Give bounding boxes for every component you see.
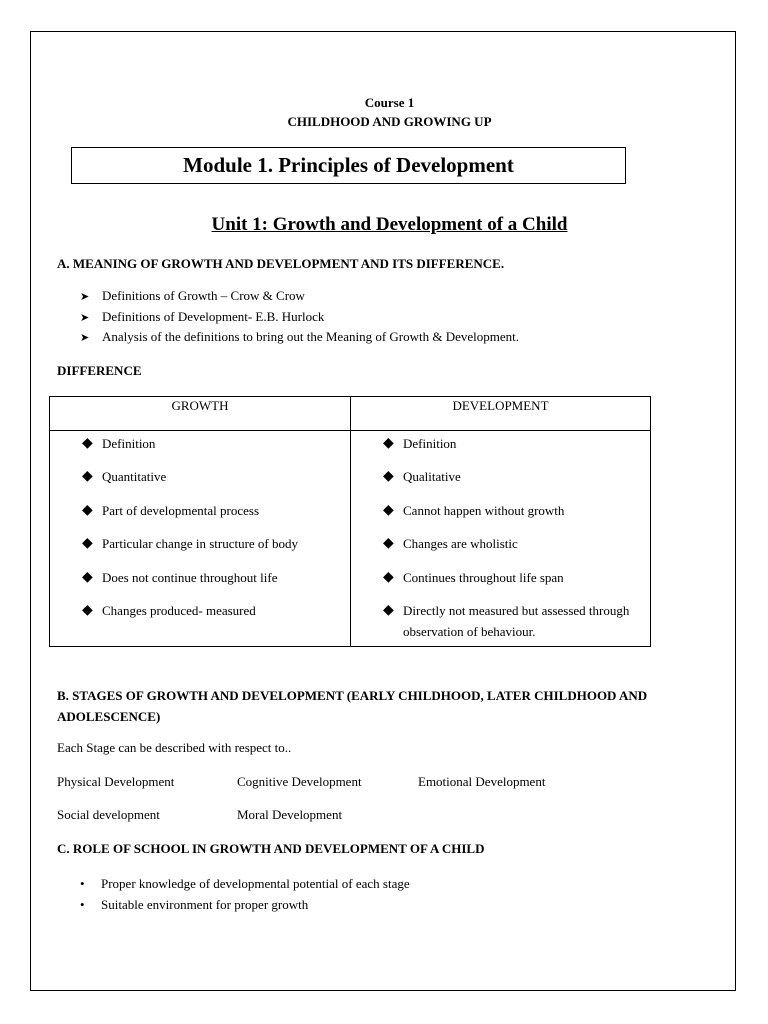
list-item: ◆ Quantitative (50, 466, 350, 487)
list-item: ◆ Qualitative (351, 466, 650, 487)
course-label: Course 1 (364, 95, 415, 110)
list-item: ➤ Analysis of the definitions to bring out the Meaning of Growth & Development. (80, 327, 519, 348)
arrow-bullet-icon: ➤ (80, 291, 90, 303)
aspect-emotional: Emotional Development (418, 774, 546, 789)
diamond-bullet-icon: ◆ (383, 502, 394, 518)
diamond-bullet-icon: ◆ (383, 469, 394, 485)
module-title: Module 1. Principles of Development (71, 147, 626, 184)
section-a-list (80, 286, 519, 348)
aspect-social: Social development (57, 807, 160, 822)
list-item: ◆ Definition (351, 433, 650, 454)
diamond-bullet-icon: ◆ (82, 502, 93, 518)
list-item: ◆ Changes produced- measured (50, 600, 350, 621)
growth-cell (50, 431, 351, 647)
list-item: ◆ Continues throughout life span (351, 567, 650, 588)
list-item: ◆ Particular change in structure of body (50, 533, 350, 554)
diamond-bullet-icon: ◆ (82, 536, 93, 552)
difference-table (49, 396, 651, 647)
diamond-bullet-icon: ◆ (82, 602, 93, 618)
section-c-heading: C. ROLE OF SCHOOL IN GROWTH AND DEVELOPMENT OF A CHILD (57, 841, 485, 856)
list-item: ◆ Cannot happen without growth (351, 500, 650, 521)
diamond-bullet-icon: ◆ (383, 569, 394, 585)
list-item: ◆ Changes are wholistic (351, 533, 650, 554)
bullet-dot-icon: • (80, 897, 85, 912)
difference-heading: DIFFERENCE (57, 363, 142, 378)
column-header-growth: GROWTH (50, 397, 351, 431)
development-cell (351, 431, 651, 647)
list-item: ◆ Does not continue throughout life (50, 567, 350, 588)
arrow-bullet-icon: ➤ (80, 332, 90, 344)
aspect-physical: Physical Development (57, 774, 175, 789)
diamond-bullet-icon: ◆ (82, 436, 93, 451)
aspect-cognitive: Cognitive Development (237, 774, 362, 789)
list-item: • Suitable environment for proper growth (80, 894, 410, 915)
column-header-development: DEVELOPMENT (351, 397, 651, 431)
section-a-heading: A. MEANING OF GROWTH AND DEVELOPMENT AND ITS DIFFERENCE. (57, 256, 505, 271)
section-b-heading: B. STAGES OF GROWTH AND DEVELOPMENT (EARLY CHILDHOOD, LATER CHILDHOOD AND ADOLESCENCE) (57, 688, 648, 724)
section-b-intro: Each Stage can be described with respect to.. (57, 740, 292, 755)
aspect-moral: Moral Development (237, 807, 343, 822)
list-item: • Proper knowledge of developmental potential of each stage (80, 873, 410, 894)
list-item: ◆ Directly not measured but assessed through observation of behaviour. (351, 600, 650, 642)
diamond-bullet-icon: ◆ (383, 436, 394, 451)
diamond-bullet-icon: ◆ (82, 469, 93, 485)
list-item: ➤ Definitions of Growth – Crow & Crow (80, 286, 519, 307)
list-item: ◆ Definition (50, 433, 350, 454)
unit-title: Unit 1: Growth and Development of a Child (211, 214, 568, 235)
diamond-bullet-icon: ◆ (383, 536, 394, 552)
section-c-list (80, 873, 410, 915)
course-title: CHILDHOOD AND GROWING UP (287, 114, 492, 129)
bullet-dot-icon: • (80, 876, 85, 891)
arrow-bullet-icon: ➤ (80, 311, 90, 324)
diamond-bullet-icon: ◆ (82, 569, 93, 585)
list-item: ➤ Definitions of Development- E.B. Hurlock (80, 307, 519, 328)
list-item: ◆ Part of developmental process (50, 500, 350, 521)
diamond-bullet-icon: ◆ (383, 602, 394, 618)
